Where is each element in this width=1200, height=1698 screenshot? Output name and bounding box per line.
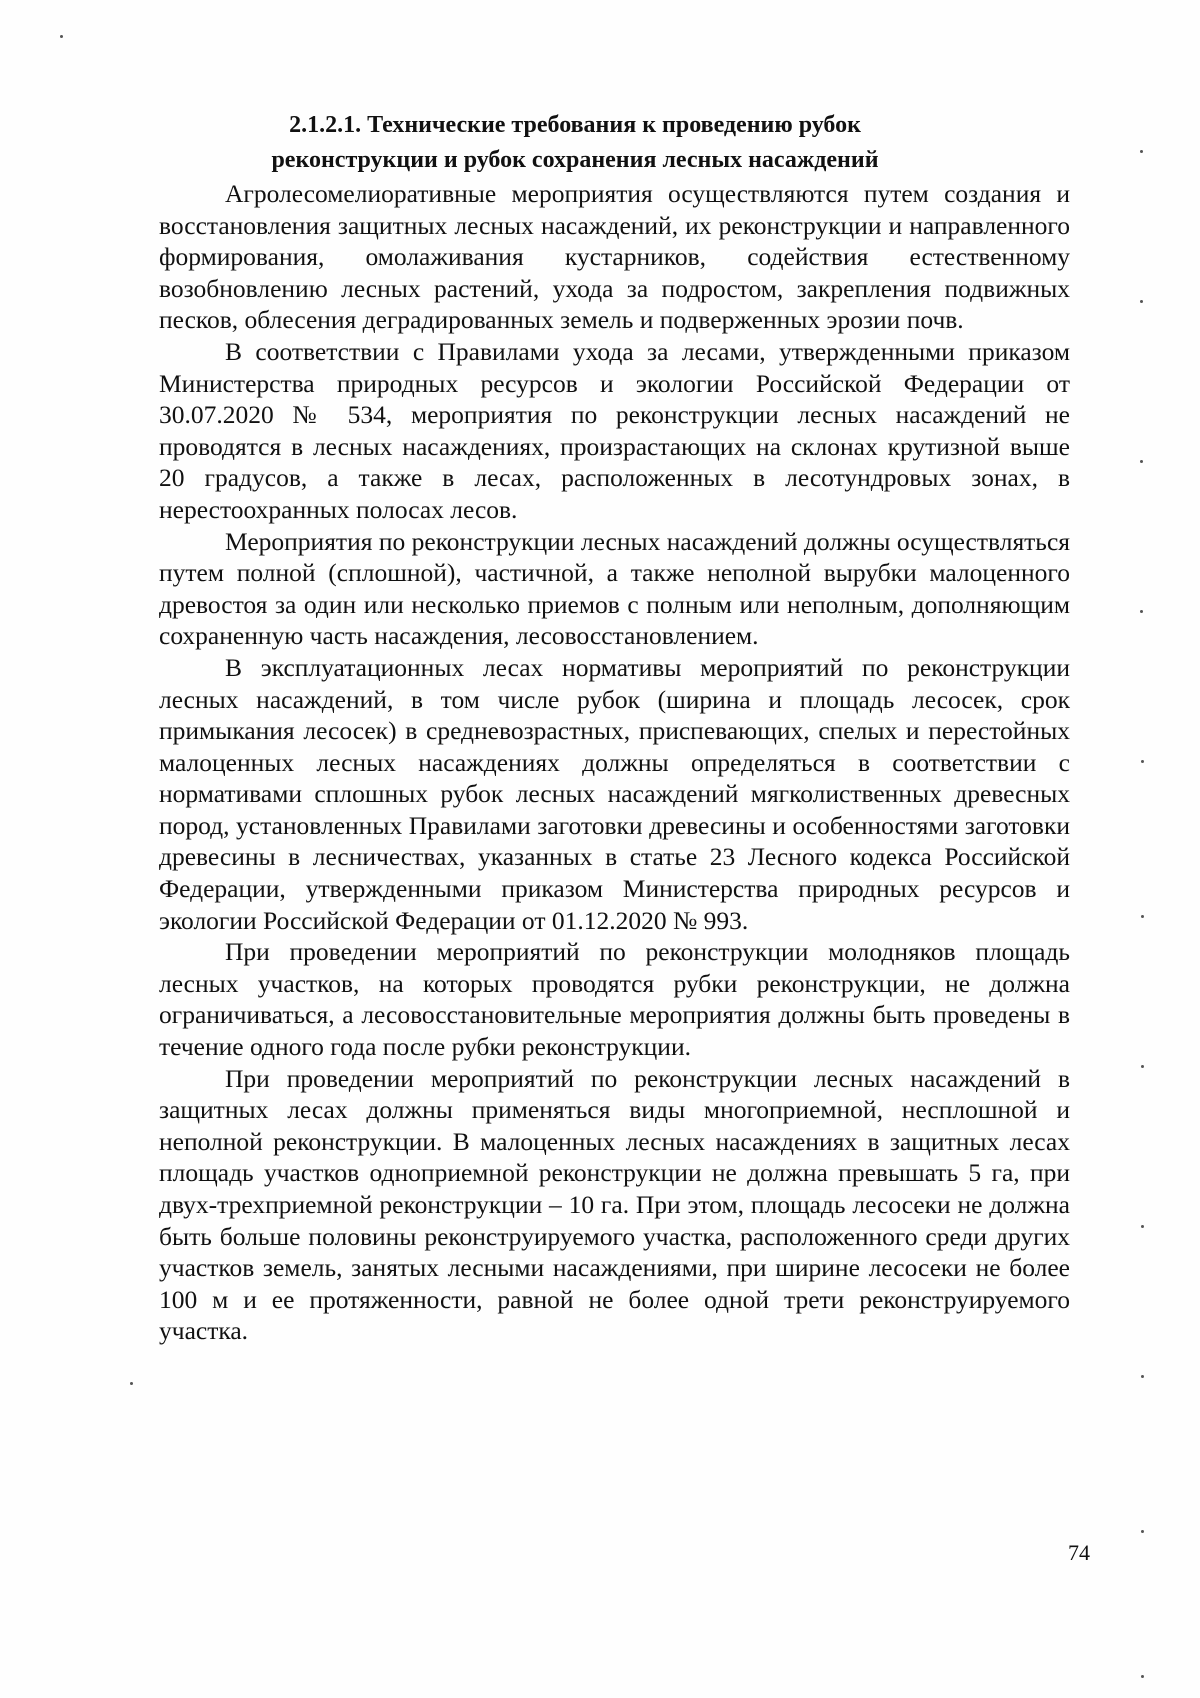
scan-speck (1141, 760, 1144, 763)
scan-speck (1141, 1065, 1144, 1068)
scan-speck (1141, 1530, 1144, 1533)
page-number: 74 (1068, 1540, 1090, 1565)
paragraph-young-stands: При проведении мероприятий по реконструкции молодняков площадь лесных участков, на которых проводятся рубки реконструкции, не должна ограничиваться, а лесовосстановительные мероприятия должны быть проведены в течение одного года после рубки реконструкции. (159, 937, 1070, 1062)
scan-speck (1140, 300, 1143, 303)
scan-speck (1141, 1675, 1144, 1678)
section-heading-line-2: реконструкции и рубок сохранения лесных насаждений (271, 147, 879, 173)
section-heading-line-1: 2.1.2.1. Технические требования к проведению рубок (289, 112, 861, 138)
scan-speck (1141, 1375, 1144, 1378)
paragraph-cutting-methods: Мероприятия по реконструкции лесных насаждений должны осуществляться путем полной (сплошной), частичной, а также неполной вырубки малоценного древостоя за один или несколько приемов с полным или неполным, дополняющим сохраненную часть насаждения, лесовосстановлением. (159, 526, 1070, 651)
paragraph-exploitation-forests: В эксплуатационных лесах нормативы мероприятий по реконструкции лесных насаждений, в том числе рубок (ширина и площадь лесосек, срок примыкания лесосек) в средневозрастных, приспевающих, спелых и перестойных малоценных лесных насаждениях должны определяться в соответствии с нормативами сплошных рубок лесных насаждений мягколиственных древесных пород, установленных Правилами заготовки древесины и особенностями заготовки древесины в лесничествах, указанных в статье 23 Лесного кодекса Российской Федерации, утвержденными приказом Министерства природных ресурсов и экологии Российской Федерации от 01.12.2020 № 993. (159, 652, 1070, 935)
body-text (159, 178, 1070, 1347)
scan-speck (1140, 460, 1143, 463)
scan-speck (1141, 1225, 1144, 1228)
paragraph-protective-forests: При проведении мероприятий по реконструкции лесных насаждений в защитных лесах должны применяться виды многоприемной, несплошной и неполной реконструкции. В малоценных лесных насаждениях в защитных лесах площадь участков одноприемной реконструкции не должна превышать 5 га, при двух-трехприемной реконструкции – 10 га. При этом, площадь лесосеки не должна быть больше половины реконструируемого участка, расположенного среди других участков земель, занятых лесными насаждениями, при ширине лесосеки не более 100 м и ее протяженности, равной не более одной трети реконструируемого участка. (159, 1063, 1070, 1346)
section-heading (180, 108, 970, 178)
paragraph-care-rules: В соответствии с Правилами ухода за лесами, утвержденными приказом Министерства природных ресурсов и экологии Российской Федерации от 30.07.2020 № 534, мероприятия по реконструкции лесных насаждений не проводятся в лесных насаждениях, произрастающих на склонах крутизной выше 20 градусов, а также в лесах, расположенных в лесотундровых зонах, в нерестоохранных полосах лесов. (159, 336, 1070, 524)
scan-speck (60, 35, 63, 38)
paragraph-agroforestry: Агролесомелиоративные мероприятия осуществляются путем создания и восстановления защитных лесных насаждений, их реконструкции и направленного формирования, омолаживания кустарников, содействия естественному возобновлению лесных растений, ухода за подростом, закрепления подвижных песков, облесения деградированных земель и подверженных эрозии почв. (159, 179, 1070, 335)
scan-speck (130, 1382, 133, 1385)
scan-speck (1141, 915, 1144, 918)
scan-speck (1140, 150, 1143, 153)
scan-speck (1140, 610, 1143, 613)
